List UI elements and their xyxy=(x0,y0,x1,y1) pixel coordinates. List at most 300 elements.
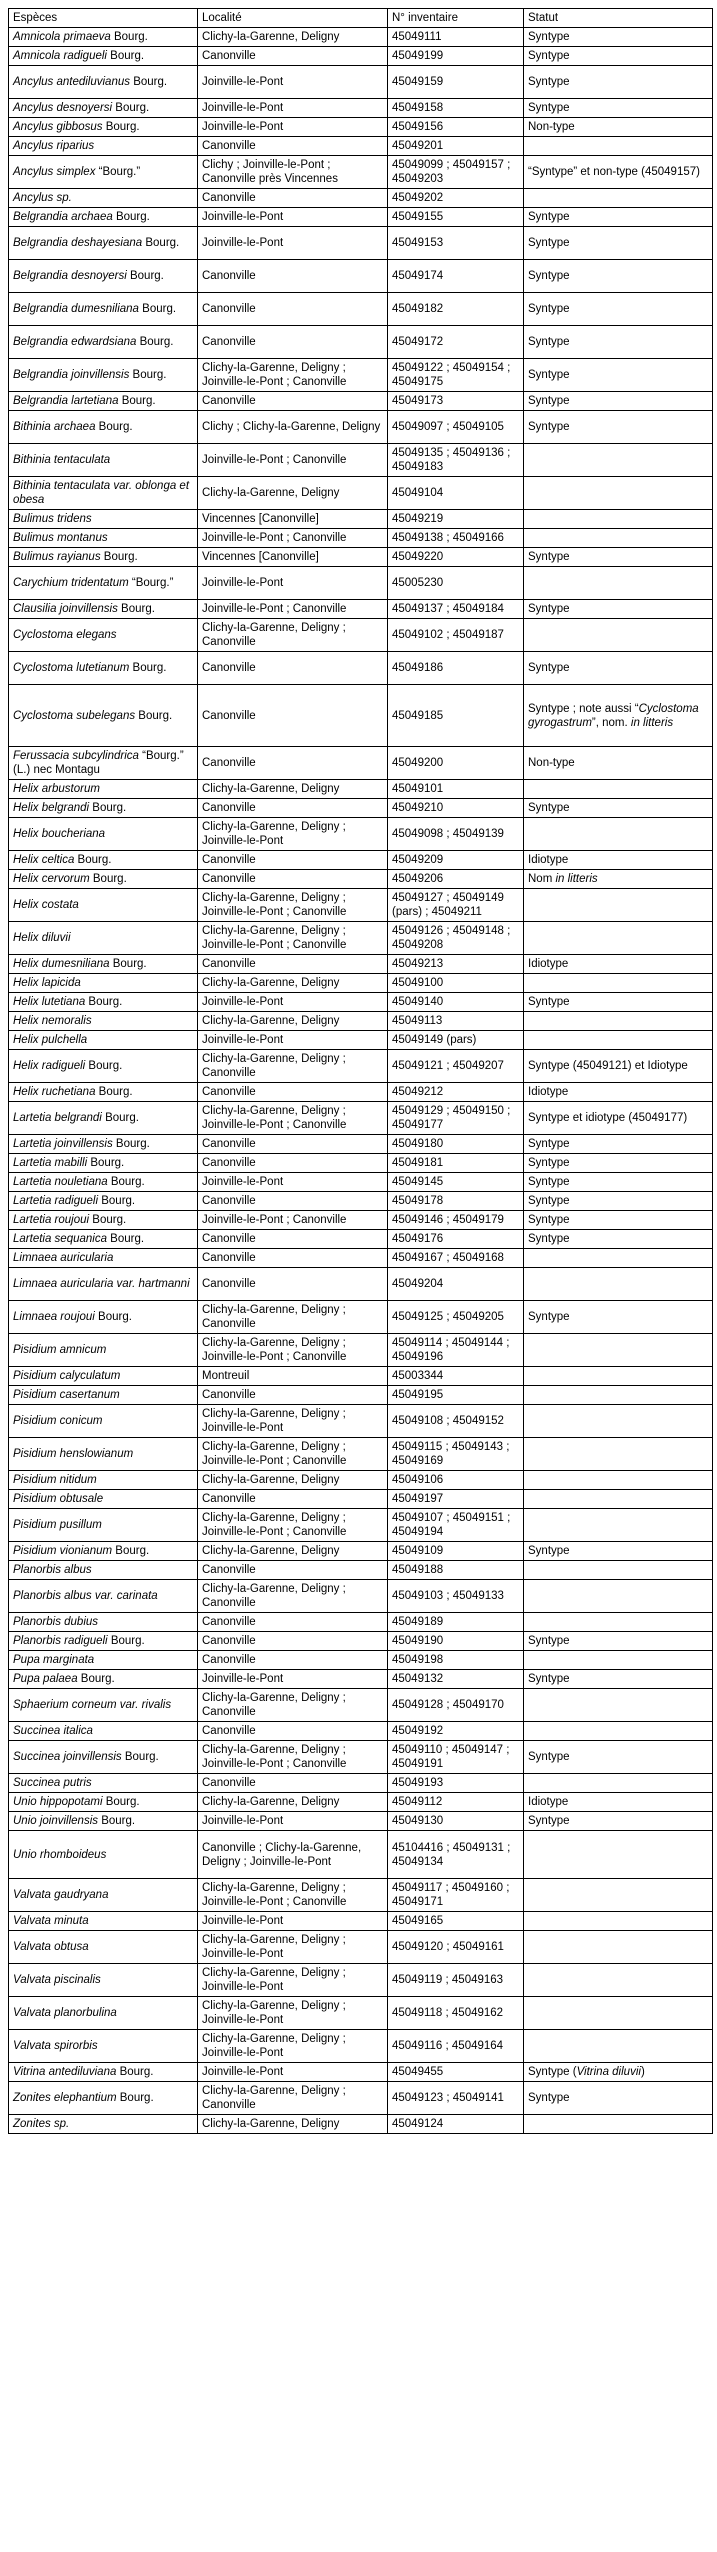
species-cell xyxy=(9,1722,198,1741)
species-cell xyxy=(9,1249,198,1268)
status-cell: Syntype xyxy=(524,2082,713,2115)
species-cell xyxy=(9,1050,198,1083)
inventory-cell: 45049120 ; 45049161 xyxy=(388,1931,524,1964)
table-row xyxy=(9,1509,713,1542)
species-cell xyxy=(9,99,198,118)
inventory-cell: 45049118 ; 45049162 xyxy=(388,1997,524,2030)
species-name: Unio hippopotami xyxy=(13,1796,103,1808)
inventory-cell: 45049140 xyxy=(388,993,524,1012)
species-cell xyxy=(9,1912,198,1931)
species-author: Bourg. xyxy=(126,270,164,282)
locality-cell: Clichy-la-Garenne, Deligny ; Canonville xyxy=(198,1050,388,1083)
status-cell: Syntype (Vitrina diluvii) xyxy=(524,2063,713,2082)
locality-cell: Joinville-le-Pont ; Canonville xyxy=(198,1211,388,1230)
locality-cell: Canonville xyxy=(198,652,388,685)
status-cell: Nom in litteris xyxy=(524,870,713,889)
species-author: Bourg. xyxy=(107,1176,145,1188)
locality-cell: Joinville-le-Pont xyxy=(198,1812,388,1831)
species-name: Helix pulchella xyxy=(13,1034,88,1046)
table-row xyxy=(9,619,713,652)
status-cell xyxy=(524,1471,713,1490)
species-cell xyxy=(9,548,198,567)
table-row xyxy=(9,411,713,444)
table-row xyxy=(9,1912,713,1931)
inventory-cell: 45049108 ; 45049152 xyxy=(388,1405,524,1438)
locality-cell: Clichy-la-Garenne, Deligny ; Joinville-le-Pont ; Canonville xyxy=(198,1741,388,1774)
table-row xyxy=(9,1249,713,1268)
inventory-cell: 45049125 ; 45049205 xyxy=(388,1301,524,1334)
locality-cell: Canonville xyxy=(198,326,388,359)
table-row xyxy=(9,1774,713,1793)
species-cell xyxy=(9,1561,198,1580)
inventory-cell: 45049165 xyxy=(388,1912,524,1931)
inventory-cell: 45049124 xyxy=(388,2115,524,2134)
locality-cell: Joinville-le-Pont ; Canonville xyxy=(198,600,388,619)
species-cell xyxy=(9,993,198,1012)
status-cell: Syntype xyxy=(524,1542,713,1561)
table-row xyxy=(9,1438,713,1471)
table-row xyxy=(9,685,713,747)
species-name: Helix diluvii xyxy=(13,932,71,944)
species-name: Valvata planorbulina xyxy=(13,2007,117,2019)
status-cell xyxy=(524,1561,713,1580)
inventory-cell: 45049189 xyxy=(388,1613,524,1632)
table-row xyxy=(9,889,713,922)
species-name: Helix ruchetiana xyxy=(13,1086,96,1098)
status-cell: “Syntype” et non-type (45049157) xyxy=(524,156,713,189)
table-row xyxy=(9,156,713,189)
locality-cell: Vincennes [Canonville] xyxy=(198,548,388,567)
species-name: Helix arbustorum xyxy=(13,783,100,795)
species-name: Zonites elephantium xyxy=(13,2092,117,2104)
species-cell xyxy=(9,747,198,780)
status-cell: Idiotype xyxy=(524,1793,713,1812)
table-row xyxy=(9,118,713,137)
locality-cell: Canonville xyxy=(198,747,388,780)
locality-cell: Canonville xyxy=(198,1651,388,1670)
table-row xyxy=(9,47,713,66)
species-name: Helix nemoralis xyxy=(13,1015,92,1027)
locality-cell: Canonville xyxy=(198,1230,388,1249)
species-cell xyxy=(9,1741,198,1774)
table-row xyxy=(9,137,713,156)
inventory-cell: 45049197 xyxy=(388,1490,524,1509)
species-cell xyxy=(9,1154,198,1173)
status-cell: Syntype xyxy=(524,1301,713,1334)
species-cell xyxy=(9,851,198,870)
table-row xyxy=(9,99,713,118)
status-cell xyxy=(524,1831,713,1879)
species-name: Valvata obtusa xyxy=(13,1941,89,1953)
status-cell: Idiotype xyxy=(524,1083,713,1102)
locality-cell: Clichy-la-Garenne, Deligny ; Joinville-le-Pont ; Canonville xyxy=(198,1879,388,1912)
species-cell xyxy=(9,260,198,293)
species-cell xyxy=(9,1812,198,1831)
inventory-cell: 45049104 xyxy=(388,477,524,510)
species-cell xyxy=(9,1689,198,1722)
species-name: Lartetia roujoui xyxy=(13,1214,90,1226)
locality-cell: Canonville xyxy=(198,1386,388,1405)
inventory-cell: 45049193 xyxy=(388,1774,524,1793)
species-author: Bourg. xyxy=(112,211,150,223)
table-row xyxy=(9,818,713,851)
species-name: Pisidium casertanum xyxy=(13,1389,120,1401)
locality-cell: Joinville-le-Pont xyxy=(198,208,388,227)
status-cell: Syntype xyxy=(524,652,713,685)
inventory-cell: 45049129 ; 45049150 ; 45049177 xyxy=(388,1102,524,1135)
inventory-cell: 45049135 ; 45049136 ; 45049183 xyxy=(388,444,524,477)
species-name: Helix cervorum xyxy=(13,873,90,885)
table-row xyxy=(9,1334,713,1367)
species-author: Bourg. xyxy=(89,1214,127,1226)
species-author: Bourg. xyxy=(106,50,145,62)
locality-cell: Clichy-la-Garenne, Deligny xyxy=(198,974,388,993)
species-cell xyxy=(9,1301,198,1334)
species-name: Helix belgrandi xyxy=(13,802,90,814)
table-row xyxy=(9,747,713,780)
inventory-cell: 45049206 xyxy=(388,870,524,889)
table-row xyxy=(9,955,713,974)
status-cell: Idiotype xyxy=(524,851,713,870)
species-author: Bourg. xyxy=(89,802,127,814)
inventory-cell: 45049112 xyxy=(388,1793,524,1812)
inventory-cell: 45049115 ; 45049143 ; 45049169 xyxy=(388,1438,524,1471)
species-name: Cyclostoma elegans xyxy=(13,629,117,641)
species-name: Sphaerium corneum var. rivalis xyxy=(13,1699,172,1711)
species-name: Lartetia radigueli xyxy=(13,1195,99,1207)
species-name: Succinea putris xyxy=(13,1777,92,1789)
species-name: Helix dumesniliana xyxy=(13,958,110,970)
table-row xyxy=(9,1831,713,1879)
species-name: Zonites sp. xyxy=(13,2118,70,2130)
inventory-cell: 45049209 xyxy=(388,851,524,870)
species-cell xyxy=(9,1230,198,1249)
species-name: Bulimus tridens xyxy=(13,513,92,525)
species-name: Belgrandia joinvillensis xyxy=(13,369,130,381)
inventory-cell: 45049176 xyxy=(388,1230,524,1249)
table-row xyxy=(9,1405,713,1438)
species-cell xyxy=(9,1471,198,1490)
species-name: Cyclostoma subelegans xyxy=(13,709,136,722)
species-cell xyxy=(9,477,198,510)
species-cell xyxy=(9,1438,198,1471)
species-name: Vitrina antediluviana xyxy=(13,2066,117,2078)
inventory-cell: 45049121 ; 45049207 xyxy=(388,1050,524,1083)
species-cell xyxy=(9,1386,198,1405)
species-cell xyxy=(9,1083,198,1102)
species-name: Helix lutetiana xyxy=(13,996,86,1008)
species-name: Lartetia sequanica xyxy=(13,1233,107,1245)
species-cell xyxy=(9,1879,198,1912)
species-cell xyxy=(9,118,198,137)
species-cell xyxy=(9,1931,198,1964)
table-row xyxy=(9,2082,713,2115)
species-author: Bourg. xyxy=(129,662,167,674)
species-name: Succinea joinvillensis xyxy=(13,1751,122,1763)
locality-cell: Clichy-la-Garenne, Deligny ; Joinville-le-Pont ; Canonville xyxy=(198,889,388,922)
locality-cell: Clichy-la-Garenne, Deligny xyxy=(198,477,388,510)
locality-cell: Joinville-le-Pont xyxy=(198,2063,388,2082)
species-name: Ancylus gibbosus xyxy=(13,121,103,133)
locality-cell: Canonville xyxy=(198,870,388,889)
inventory-cell: 45049192 xyxy=(388,1722,524,1741)
species-name: Unio rhomboideus xyxy=(13,1848,107,1861)
inventory-cell: 45049100 xyxy=(388,974,524,993)
table-row xyxy=(9,392,713,411)
species-cell xyxy=(9,444,198,477)
status-cell xyxy=(524,1386,713,1405)
inventory-cell: 45049220 xyxy=(388,548,524,567)
inventory-cell: 45049114 ; 45049144 ; 45049196 xyxy=(388,1334,524,1367)
species-name: Ancylus sp. xyxy=(13,192,72,204)
locality-cell: Canonville xyxy=(198,685,388,747)
table-row xyxy=(9,2063,713,2082)
species-name: Helix costata xyxy=(13,899,79,911)
species-name: Lartetia mabilli xyxy=(13,1157,88,1169)
locality-cell: Canonville xyxy=(198,1083,388,1102)
status-cell: Syntype xyxy=(524,1230,713,1249)
table-row xyxy=(9,1722,713,1741)
species-name: Valvata piscinalis xyxy=(13,1974,101,1986)
inventory-cell: 45049102 ; 45049187 xyxy=(388,619,524,652)
locality-cell: Joinville-le-Pont xyxy=(198,1173,388,1192)
status-cell xyxy=(524,1268,713,1301)
table-row xyxy=(9,66,713,99)
locality-cell: Joinville-le-Pont xyxy=(198,1031,388,1050)
species-name: Valvata spirorbis xyxy=(13,2040,98,2052)
table-row xyxy=(9,780,713,799)
status-cell: Syntype xyxy=(524,1812,713,1831)
species-name: Bithinia archaea xyxy=(13,421,96,433)
species-cell xyxy=(9,1632,198,1651)
inventory-cell: 45049172 xyxy=(388,326,524,359)
species-cell xyxy=(9,1268,198,1301)
status-cell xyxy=(524,922,713,955)
species-author: Bourg. xyxy=(107,1635,145,1647)
locality-cell: Joinville-le-Pont xyxy=(198,118,388,137)
locality-cell: Clichy-la-Garenne, Deligny ; Joinville-le-Pont xyxy=(198,1931,388,1964)
locality-cell: Canonville xyxy=(198,1135,388,1154)
species-cell xyxy=(9,870,198,889)
status-cell: Syntype xyxy=(524,1173,713,1192)
inventory-cell: 45049185 xyxy=(388,685,524,747)
species-name: Pisidium obtusale xyxy=(13,1493,104,1505)
table-row xyxy=(9,1192,713,1211)
table-row xyxy=(9,477,713,510)
locality-cell: Canonville xyxy=(198,47,388,66)
species-name: Amnicola primaeva xyxy=(13,31,111,43)
species-author: Bourg. xyxy=(94,1311,132,1323)
species-cell xyxy=(9,28,198,47)
species-author: Bourg. xyxy=(129,369,167,381)
table-row xyxy=(9,1689,713,1722)
table-row xyxy=(9,1651,713,1670)
species-name: Planorbis radigueli xyxy=(13,1635,108,1647)
inventory-cell: 45049122 ; 45049154 ; 45049175 xyxy=(388,359,524,392)
status-cell xyxy=(524,619,713,652)
table-row xyxy=(9,1964,713,1997)
species-name: Ancylus riparius xyxy=(13,140,95,152)
species-name: Ancylus desnoyersi xyxy=(13,102,113,114)
status-cell xyxy=(524,780,713,799)
table-row xyxy=(9,2030,713,2063)
locality-cell: Joinville-le-Pont xyxy=(198,66,388,99)
table-row xyxy=(9,2115,713,2134)
locality-cell: Canonville xyxy=(198,851,388,870)
species-author: Bourg. xyxy=(112,102,150,114)
table-row xyxy=(9,1386,713,1405)
status-cell xyxy=(524,1651,713,1670)
status-cell xyxy=(524,1334,713,1367)
locality-cell: Canonville xyxy=(198,189,388,208)
status-cell xyxy=(524,1689,713,1722)
locality-cell: Montreuil xyxy=(198,1367,388,1386)
locality-cell: Joinville-le-Pont xyxy=(198,227,388,260)
species-name: Planorbis dubius xyxy=(13,1616,99,1628)
inventory-cell: 45049204 xyxy=(388,1268,524,1301)
inventory-cell: 45049186 xyxy=(388,652,524,685)
species-cell xyxy=(9,510,198,529)
specimen-table xyxy=(8,8,713,2134)
species-name: Clausilia joinvillensis xyxy=(13,603,118,615)
inventory-cell: 45049158 xyxy=(388,99,524,118)
inventory-cell: 45049167 ; 45049168 xyxy=(388,1249,524,1268)
table-row xyxy=(9,444,713,477)
species-cell xyxy=(9,818,198,851)
species-author: Bourg. xyxy=(101,1112,139,1124)
table-row xyxy=(9,1102,713,1135)
species-author: Bourg. xyxy=(102,1796,140,1808)
species-cell xyxy=(9,652,198,685)
table-row xyxy=(9,1490,713,1509)
species-cell xyxy=(9,1211,198,1230)
species-author: Bourg. xyxy=(136,336,174,348)
table-row xyxy=(9,567,713,600)
status-cell xyxy=(524,444,713,477)
species-author: Bourg. xyxy=(109,958,147,970)
species-author: Bourg. xyxy=(95,1086,133,1098)
inventory-cell: 45049455 xyxy=(388,2063,524,2082)
table-row xyxy=(9,1561,713,1580)
table-row xyxy=(9,28,713,47)
species-name: Pisidium nitidum xyxy=(13,1474,97,1486)
locality-cell: Clichy-la-Garenne, Deligny ; Joinville-le-Pont ; Canonville xyxy=(198,1509,388,1542)
locality-cell: Clichy-la-Garenne, Deligny xyxy=(198,1012,388,1031)
locality-cell: Canonville xyxy=(198,1632,388,1651)
status-cell: Syntype xyxy=(524,799,713,818)
inventory-cell: 45049198 xyxy=(388,1651,524,1670)
locality-cell: Canonville xyxy=(198,293,388,326)
species-cell xyxy=(9,1670,198,1689)
table-row xyxy=(9,1031,713,1050)
table-row xyxy=(9,1367,713,1386)
status-cell: Syntype xyxy=(524,1135,713,1154)
inventory-cell: 45049178 xyxy=(388,1192,524,1211)
locality-cell: Clichy-la-Garenne, Deligny ; Joinville-le-Pont ; Canonville xyxy=(198,359,388,392)
species-cell xyxy=(9,974,198,993)
inventory-cell: 45049182 xyxy=(388,293,524,326)
status-cell xyxy=(524,1997,713,2030)
species-name: Bulimus rayianus xyxy=(13,551,101,563)
table-row xyxy=(9,1268,713,1301)
species-cell xyxy=(9,1580,198,1613)
status-cell xyxy=(524,1879,713,1912)
species-cell xyxy=(9,1012,198,1031)
table-row xyxy=(9,1741,713,1774)
species-name: Valvata minuta xyxy=(13,1915,89,1927)
status-cell: Syntype xyxy=(524,66,713,99)
status-cell: Syntype xyxy=(524,326,713,359)
inventory-cell: 45049155 xyxy=(388,208,524,227)
species-cell xyxy=(9,66,198,99)
status-cell: Idiotype xyxy=(524,955,713,974)
inventory-cell: 45049130 xyxy=(388,1812,524,1831)
species-name: Unio joinvillensis xyxy=(13,1815,99,1827)
locality-cell: Clichy-la-Garenne, Deligny ; Joinville-le-Pont xyxy=(198,1964,388,1997)
table-row xyxy=(9,600,713,619)
table-row xyxy=(9,1301,713,1334)
table-row xyxy=(9,1793,713,1812)
status-cell xyxy=(524,1367,713,1386)
inventory-cell: 45049201 xyxy=(388,137,524,156)
species-cell xyxy=(9,1964,198,1997)
status-cell: Syntype xyxy=(524,47,713,66)
locality-cell: Clichy-la-Garenne, Deligny xyxy=(198,28,388,47)
inventory-cell: 45049106 xyxy=(388,1471,524,1490)
table-row xyxy=(9,1812,713,1831)
inventory-cell: 45049199 xyxy=(388,47,524,66)
table-row xyxy=(9,1050,713,1083)
species-name: Bithinia tentaculata var. oblonga et obesa xyxy=(13,480,190,506)
locality-cell: Clichy-la-Garenne, Deligny ; Canonville xyxy=(198,1689,388,1722)
table-row xyxy=(9,1154,713,1173)
species-cell xyxy=(9,208,198,227)
species-name: Cyclostoma lutetianum xyxy=(13,662,130,674)
species-cell xyxy=(9,1490,198,1509)
locality-cell: Clichy-la-Garenne, Deligny ; Canonville xyxy=(198,1580,388,1613)
species-author: Bourg. xyxy=(138,303,177,315)
inventory-cell: 45049107 ; 45049151 ; 45049194 xyxy=(388,1509,524,1542)
table-row xyxy=(9,1879,713,1912)
inventory-cell: 45049153 xyxy=(388,227,524,260)
species-author: Bourg. xyxy=(112,1545,150,1557)
species-cell xyxy=(9,1173,198,1192)
inventory-cell: 45049181 xyxy=(388,1154,524,1173)
status-cell xyxy=(524,1438,713,1471)
locality-cell: Clichy-la-Garenne, Deligny ; Joinville-le-Pont ; Canonville xyxy=(198,1438,388,1471)
species-author: Bourg. xyxy=(74,854,112,866)
status-cell xyxy=(524,137,713,156)
locality-cell: Canonville xyxy=(198,1613,388,1632)
status-cell: Syntype xyxy=(524,359,713,392)
status-cell xyxy=(524,2030,713,2063)
species-name: Bithinia tentaculata xyxy=(13,454,111,466)
species-name: Limnaea auricularia var. hartmanni xyxy=(13,1278,190,1290)
inventory-cell: 45049146 ; 45049179 xyxy=(388,1211,524,1230)
status-cell: Syntype xyxy=(524,1211,713,1230)
inventory-cell: 45049099 ; 45049157 ; 45049203 xyxy=(388,156,524,189)
table-row xyxy=(9,208,713,227)
locality-cell: Joinville-le-Pont xyxy=(198,567,388,600)
species-author: Bourg. xyxy=(121,1751,159,1763)
species-name: Belgrandia lartetiana xyxy=(13,395,119,407)
status-cell xyxy=(524,1012,713,1031)
status-cell: Syntype xyxy=(524,208,713,227)
species-author: Bourg. xyxy=(95,421,133,433)
species-cell xyxy=(9,889,198,922)
species-author: “Bourg.” xyxy=(128,577,174,589)
header-locality: Localité xyxy=(198,9,388,28)
